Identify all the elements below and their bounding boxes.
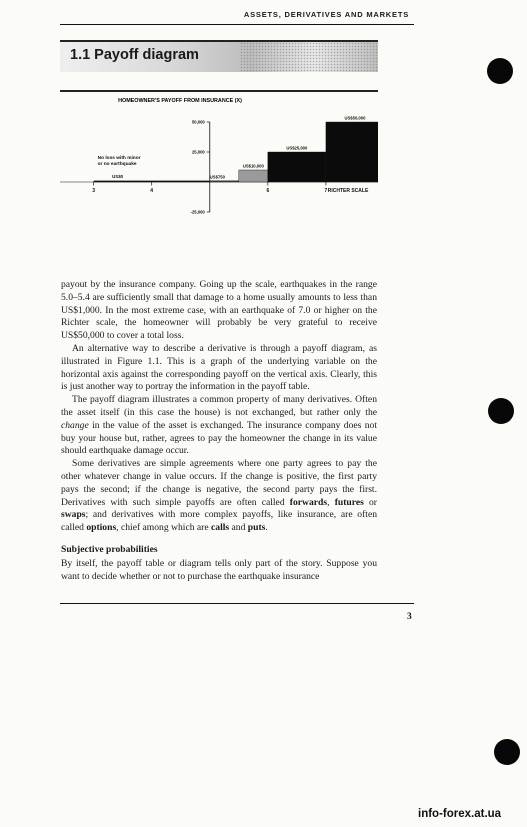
paragraph [61, 343, 377, 394]
text-run: Some derivatives are simple agreements where one party agrees to pay the other whatever change in value occurs. If the change is positive, the first party pays the second; if the change is negative, the second party pays the first. Derivatives with such simple payoffs are often called [61, 458, 377, 508]
subheading: Subjective probabilities [61, 543, 158, 555]
bar-value-label: US$10,000 [242, 163, 264, 169]
banner-halftone [240, 42, 378, 72]
binder-hole-bottom [494, 739, 520, 765]
y-tick-label: 25,000 [191, 149, 205, 155]
bold-term: puts [247, 522, 266, 534]
payoff-chart [60, 92, 378, 268]
text-run: . [265, 522, 268, 534]
text-run: or [363, 496, 377, 508]
chart-title: HOMEOWNER'S PAYOFF FROM INSURANCE (X) [118, 98, 242, 104]
bold-term: futures [334, 496, 364, 508]
binder-hole-middle [488, 398, 514, 424]
payoff-bar [239, 170, 268, 182]
text-run: and [229, 522, 248, 534]
text-run: ; and derivatives with more complex payoffs, like insurance, are often called [61, 509, 377, 534]
bold-term: forwards [289, 496, 328, 508]
page-number: 3 [407, 612, 412, 622]
zero-payoff-label: US$0 [112, 174, 124, 179]
payoff-bar [268, 152, 326, 182]
bar-value-label: US$750 [209, 174, 225, 180]
x-tick-label: 4 [150, 188, 154, 194]
bar-value-label: US$25,000 [286, 145, 308, 151]
paragraphs [61, 279, 377, 535]
annotation: or no earthquake [97, 162, 137, 167]
body-text [61, 279, 377, 583]
bold-term: swaps [61, 509, 86, 521]
text-run: payout by the insurance company. Going up the scale, earthquakes in the range 5.0–5.4 are sufficiently small that damage to a home usually amounts to less than US$1,000. In the most extreme case, with an earthquake of 7.0 or higher on the Richter scale, the homeowner will probably be very grateful to receive US$50,000 to cover a total loss. [61, 279, 377, 342]
payoff-bar [326, 122, 378, 182]
figure-title: 1.1 Payoff diagram [70, 47, 199, 63]
watermark: info-forex.at.ua [418, 808, 502, 820]
running-head: ASSETS, DERIVATIVES AND MARKETS [243, 10, 409, 19]
annotation: No loss with minor [97, 156, 141, 161]
x-axis-label: RICHTER SCALE [327, 188, 369, 194]
paragraph-last: By itself, the payoff table or diagram tells only part of the story. Suppose you want to decide whether or not to purchase the earthquake insurance [61, 557, 377, 582]
y-tick-label: 50,000 [191, 119, 205, 125]
paragraph [61, 279, 377, 343]
text-run: An alternative way to describe a derivative is through a payoff diagram, as illustrated in Figure 1.1. This is a graph of the underlying variable on the horizontal axis against the corresponding payoff on the vertical axis. Clearly, this is just another way to portray the information in the payoff table. [61, 342, 377, 393]
x-tick-label: 3 [92, 188, 96, 194]
paragraph [61, 458, 377, 535]
paragraph [61, 394, 377, 458]
text-run: The payoff diagram illustrates a common property of many derivatives. Often the asset itself (in this case the house) is not exchanged, but rather only the [61, 394, 377, 418]
italic-term: change [61, 419, 89, 431]
bold-term: calls [211, 522, 230, 534]
bottom-rule [60, 603, 414, 604]
x-tick-label: 7 [324, 188, 328, 194]
top-rule [60, 24, 414, 25]
text-run: in the value of the asset is exchanged. The insurance company does not buy your house but, rather, agrees to pay the homeowner the change in its value should earthquake damage occur. [61, 419, 377, 457]
binder-hole-top [487, 58, 513, 84]
x-tick-label: 6 [266, 188, 270, 194]
payoff-bar [210, 181, 239, 182]
bold-term: options [86, 522, 117, 534]
text-run: , chief among which are [116, 522, 212, 534]
bar-value-label: US$50,000 [344, 115, 366, 121]
y-tick-label: -25,000 [190, 209, 205, 215]
text-run: , [327, 496, 335, 508]
